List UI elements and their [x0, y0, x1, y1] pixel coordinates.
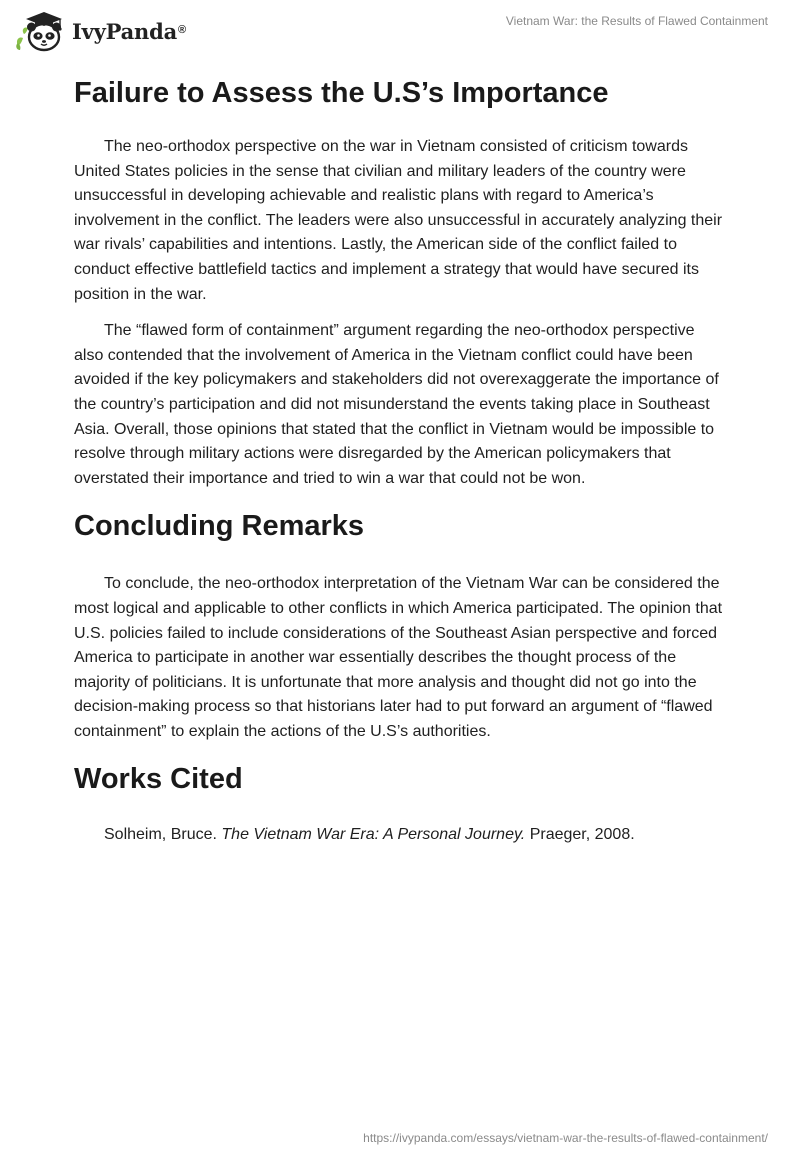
section-failure-to-assess — [74, 73, 728, 491]
citation-publisher: Praeger, 2008. — [529, 826, 635, 844]
essay-content — [74, 70, 728, 847]
panda-graduation-cap-icon — [14, 10, 68, 54]
section-heading: Works Cited — [74, 763, 243, 796]
paragraph: To conclude, the neo-orthodox interpretation of the Vietnam War can be considered the most logical and applicable to other conflicts in which America participated. The opinion that U.S. policies failed to include considerations of the Southeast Asian perspective and forced America to participate in another war essentially describes the thought process of the majority of politicians. It is unfortunate that more analysis and thought did not go into the decision-making process so that historians later had to put forward an argument of “flawed containment” to explain the actions of the U.S’s authorities. — [74, 575, 723, 740]
registered-mark: ® — [178, 23, 186, 36]
citation-author: Solheim, Bruce. — [104, 826, 217, 844]
section-concluding-remarks — [74, 506, 728, 744]
source-url[interactable]: https://ivypanda.com/essays/vietnam-war-the-results-of-flawed-containment/ — [363, 1131, 768, 1145]
paragraph: The “flawed form of containment” argument regarding the neo-orthodox perspective also contended that the involvement of America in the Vietnam conflict could have been avoided if the key policymakers and stakeholders did not overexaggerate the importance of the country’s participation and did not misunderstand the events taking place in Southeast Asia. Overall, those opinions that stated that the conflict in Vietnam would be impossible to resolve through military actions were disregarded by the American policymakers that overstated their importance and tried to win a war that could not be won. — [74, 322, 719, 487]
section-heading: Concluding Remarks — [74, 510, 365, 543]
citation-entry — [74, 823, 728, 847]
brand-name: IvyPanda® — [72, 18, 186, 44]
section-works-cited — [74, 759, 728, 847]
document-title: Vietnam War: the Results of Flawed Containment — [505, 14, 768, 28]
page-header — [0, 0, 800, 60]
citation-title: The Vietnam War Era: A Personal Journey. — [221, 826, 526, 844]
ivypanda-logo[interactable] — [14, 10, 186, 54]
section-heading: Failure to Assess the U.S’s Importance — [74, 77, 609, 109]
paragraph: The neo-orthodox perspective on the war in Vietnam consisted of criticism towards United States policies in the sense that civilian and military leaders of the country were unsuccessful in developing achievable and realistic plans with regard to America’s involvement in the conflict. The leaders were also unsuccessful in accurately analyzing their war rivals’ capabilities and intentions. Lastly, the American side of the conflict failed to conduct effective battlefield tactics and implement a strategy that would have secured its position in the war. — [74, 138, 723, 303]
